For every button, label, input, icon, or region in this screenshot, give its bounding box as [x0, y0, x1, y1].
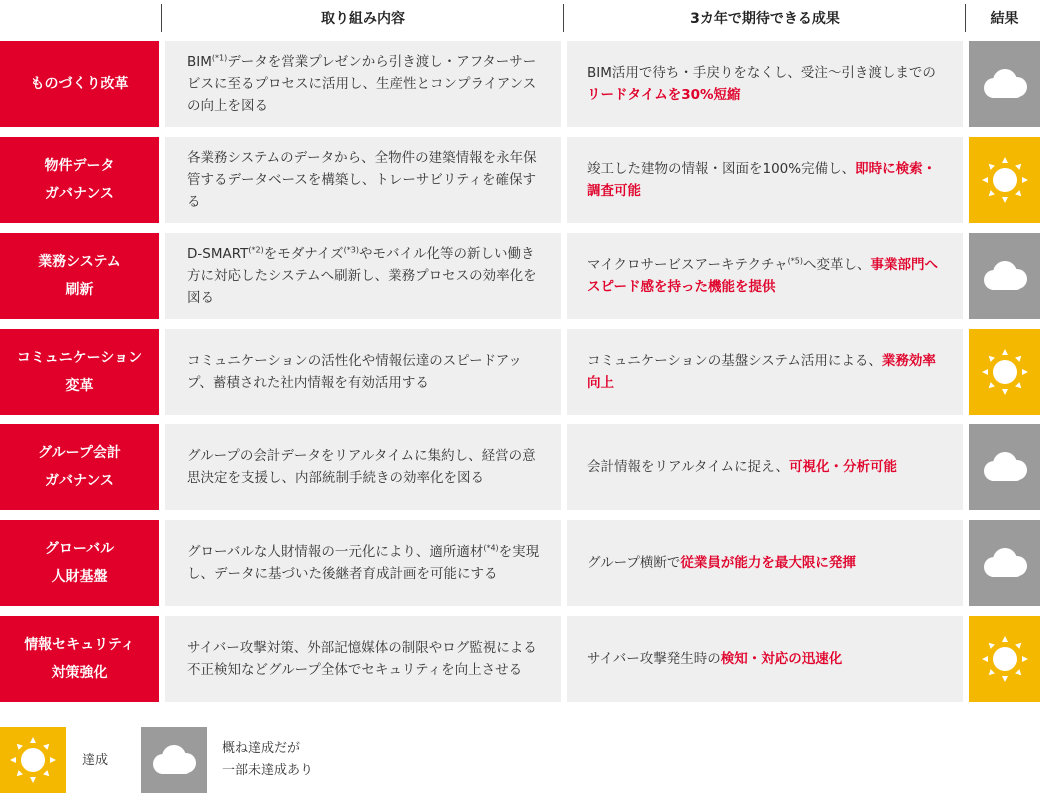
legend-achieved-label: 達成 — [82, 753, 109, 768]
result-sun-icon — [969, 329, 1040, 415]
activity-cell: サイバー攻撃対策、外部記憶媒体の制限やログ監視による不正検知などグループ全体でセキュリティを向上させる — [165, 616, 561, 702]
result-cloud-icon — [969, 41, 1040, 127]
outcome-cell: 会計情報をリアルタイムに捉え、可視化・分析可能 — [567, 424, 963, 510]
table-row — [0, 616, 1040, 702]
outcome-cell: グループ横断で従業員が能力を最大限に発揮 — [567, 520, 963, 606]
category-label: ものづくり改革 — [0, 41, 159, 127]
result-cloud-icon — [969, 233, 1040, 319]
header-divider — [563, 4, 564, 32]
category-label: グローバル 人財基盤 — [0, 520, 159, 606]
result-cloud-icon — [969, 520, 1040, 606]
result-cloud-icon — [969, 424, 1040, 510]
activity-cell: $D-SMART^{(*2)}$をモダナイズ$^{(*3)}$やモバイル化等の新しい働き方に対応したシステムへ刷新し、業務プロセスの効率化を図る — [165, 233, 561, 319]
table-row — [0, 41, 1040, 127]
legend-cloud-icon — [141, 727, 207, 793]
category-label: グループ会計 ガバナンス — [0, 424, 159, 510]
table-row — [0, 329, 1040, 415]
legend-sun-icon — [0, 727, 66, 793]
outcome-cell: BIM活用で待ち・手戻りをなくし、受注〜引き渡しまでのリードタイムを30%短縮 — [567, 41, 963, 127]
table-row — [0, 424, 1040, 510]
legend-partial-label: 概ね達成だが 一部未達成あり — [222, 741, 314, 778]
result-sun-icon — [969, 616, 1040, 702]
table-row — [0, 137, 1040, 223]
header-outcome: 3カ年で期待できる成果 — [690, 11, 840, 27]
outcome-cell: コミュニケーションの基盤システム活用による、業務効率向上 — [567, 329, 963, 415]
table-row — [0, 520, 1040, 606]
header-divider — [161, 4, 162, 32]
header-divider — [965, 4, 966, 32]
activity-cell: コミュニケーションの活性化や情報伝達のスピードアップ、蓄積された社内情報を有効活用する — [165, 329, 561, 415]
result-sun-icon — [969, 137, 1040, 223]
header-result: 結果 — [990, 11, 1019, 27]
outcome-cell: マイクロサービスアーキテクチャ$^{(*5)}$へ変革し、事業部門へスピード感を持った機能を提供 — [567, 233, 963, 319]
activity-cell: グローバルな人財情報の一元化により、適所適材$^{(*4)}$を実現し、データに基づいた後継者育成計画を可能にする — [165, 520, 561, 606]
outcome-cell: 竣工した建物の情報・図面を100%完備し、即時に検索・調査可能 — [567, 137, 963, 223]
outcome-cell: サイバー攻撃発生時の検知・対応の迅速化 — [567, 616, 963, 702]
header-activity: 取り組み内容 — [321, 11, 405, 27]
category-label: 情報セキュリティ 対策強化 — [0, 616, 159, 702]
activity-cell: $BIM^{(*1)}$データを営業プレゼンから引き渡し・アフターサービスに至るプロセスに活用し、生産性とコンプライアンスの向上を図る — [165, 41, 561, 127]
table-row — [0, 233, 1040, 319]
category-label: コミュニケーション 変革 — [0, 329, 159, 415]
activity-cell: 各業務システムのデータから、全物件の建築情報を永年保管するデータベースを構築し、トレーサビリティを確保する — [165, 137, 561, 223]
category-label: 物件データ ガバナンス — [0, 137, 159, 223]
activity-cell: グループの会計データをリアルタイムに集約し、経営の意思決定を支援し、内部統制手続きの効率化を図る — [165, 424, 561, 510]
category-label: 業務システム 刷新 — [0, 233, 159, 319]
